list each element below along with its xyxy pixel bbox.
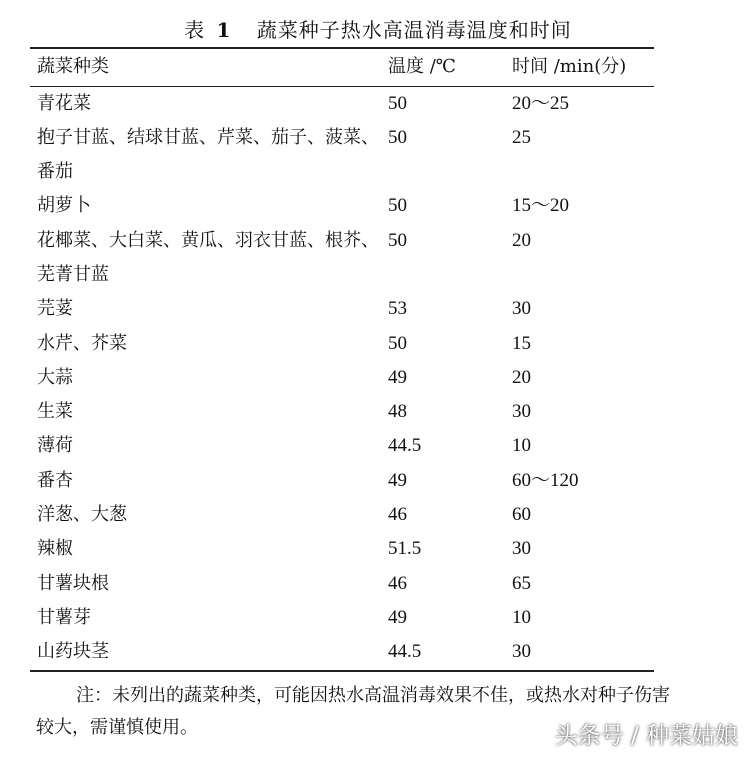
- temperature-cell: 53: [388, 298, 407, 320]
- table-row: [30, 189, 654, 223]
- temperature-cell: 50: [388, 126, 407, 148]
- time-cell: 30: [512, 298, 531, 320]
- temperature-cell: 50: [388, 332, 407, 354]
- temperature-cell: 49: [388, 606, 407, 628]
- table-row: [30, 635, 654, 670]
- table-row: [30, 464, 654, 498]
- vegetable-cell: 辣椒: [37, 538, 73, 560]
- vegetable-cell: 番杏: [37, 469, 73, 491]
- vegetable-cell: 薄荷: [37, 435, 73, 457]
- temperature-cell: 50: [388, 92, 407, 114]
- vegetable-cell: 大蒜: [37, 366, 73, 388]
- time-cell: 20: [512, 366, 531, 388]
- table-body: [30, 86, 654, 671]
- temperature-cell: 48: [388, 401, 407, 423]
- temperature-cell: 44.5: [388, 435, 422, 457]
- table-title-label: 表: [184, 18, 206, 42]
- temperature-cell: 49: [388, 469, 407, 491]
- vegetable-cell: 花椰菜、大白菜、黄瓜、羽衣甘蓝、根芥、芜菁甘蓝: [37, 229, 379, 285]
- table-row: [30, 532, 654, 566]
- table-row: [30, 327, 654, 361]
- vegetable-cell: 甘薯芽: [37, 606, 91, 628]
- time-cell: 20: [512, 229, 531, 251]
- vegetable-cell: 山药块茎: [37, 641, 109, 663]
- time-cell: 30: [512, 641, 531, 663]
- vegetable-cell: 甘薯块根: [37, 572, 109, 594]
- table-row: [30, 292, 654, 326]
- table-title-text: 蔬菜种子热水高温消毒温度和时间: [256, 18, 572, 42]
- temperature-cell: 51.5: [388, 538, 422, 560]
- vegetable-cell: 生菜: [37, 401, 73, 423]
- table-row: [30, 429, 654, 463]
- temperature-cell: 46: [388, 504, 407, 526]
- vegetable-cell: 水芹、芥菜: [37, 332, 127, 354]
- temperature-cell: 50: [388, 229, 407, 251]
- temperature-cell: 50: [388, 195, 407, 217]
- vegetable-cell: 抱子甘蓝、结球甘蓝、芹菜、茄子、菠菜、番茄: [37, 126, 379, 183]
- vegetable-cell: 芫荽: [37, 298, 73, 320]
- watermark: 头条号 / 种菜姑娘: [554, 723, 738, 749]
- column-header-temperature: 温度 /℃: [388, 56, 456, 78]
- time-cell: 10: [512, 435, 531, 457]
- vegetable-cell: 洋葱、大葱: [37, 504, 127, 526]
- disinfection-table: [30, 47, 654, 672]
- time-cell: 60: [512, 504, 531, 526]
- time-cell: 30: [512, 538, 531, 560]
- table-row: [30, 224, 654, 293]
- footnote-text: 注：未列出的蔬菜种类，可能因热水高温消毒效果不佳，或热水对种子伤害较大，需谨慎使用。: [36, 685, 670, 738]
- temperature-cell: 46: [388, 572, 407, 594]
- table-row: [30, 498, 654, 532]
- table-title-number: 1: [216, 18, 232, 42]
- time-cell: 65: [512, 572, 531, 594]
- table-row: [30, 601, 654, 635]
- time-cell: 60～120: [512, 469, 579, 491]
- temperature-cell: 49: [388, 366, 407, 388]
- table-row: [30, 86, 654, 121]
- column-header-time: 时间 /min(分): [512, 56, 627, 78]
- table-row: [30, 361, 654, 395]
- time-cell: 30: [512, 401, 531, 423]
- time-cell: 20～25: [512, 92, 570, 114]
- table-title: [0, 14, 756, 43]
- column-header-vegetable: 蔬菜种类: [37, 56, 109, 78]
- time-cell: 15: [512, 332, 531, 354]
- time-cell: 10: [512, 606, 531, 628]
- vegetable-cell: 胡萝卜: [37, 195, 91, 217]
- vegetable-cell: 青花菜: [37, 92, 91, 114]
- table-header-row: [30, 48, 654, 86]
- time-cell: 25: [512, 126, 531, 148]
- time-cell: 15～20: [512, 195, 570, 217]
- table-row: [30, 395, 654, 429]
- table-row: [30, 121, 654, 190]
- table-row: [30, 567, 654, 601]
- temperature-cell: 44.5: [388, 641, 422, 663]
